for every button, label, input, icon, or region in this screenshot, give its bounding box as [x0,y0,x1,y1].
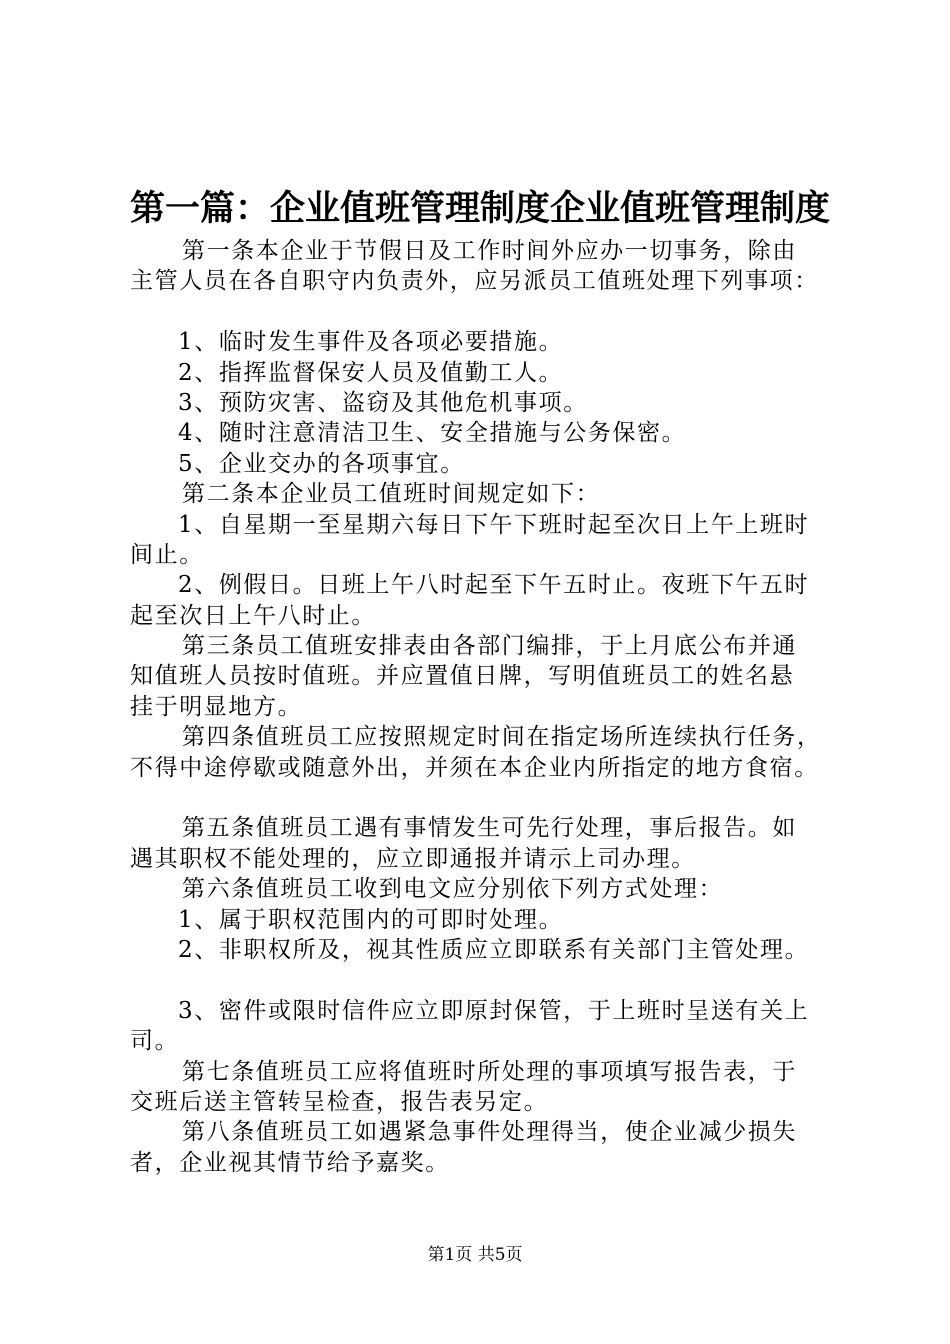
paragraph-line: 第七条值班员工应将值班时所处理的事项填写报告表，于 [182,1058,797,1085]
paragraph-line: 2、非职权所及，视其性质应立即联系有关部门主管处理。 [178,936,810,963]
paragraph-line: 挂于明显地方。 [130,693,303,720]
paragraph-line: 第一条本企业于节假日及工作时间外应办一切事务，除由 [182,238,797,264]
paragraph-line: 第四条值班员工应按照规定时间在指定场所连续执行任务， [182,724,822,751]
paragraph-line: 不得中途停歇或随意外出，并须在本企业内所指定的地方食宿。 [130,754,819,781]
page-number: 第1页 共5页 [427,1245,523,1265]
paragraph-line: 交班后送主管转呈检查，报告表另定。 [130,1088,549,1115]
paragraph-line: 第八条值班员工如遇紧急事件处理得当，使企业减少损失 [182,1119,797,1146]
paragraph-line: 第六条值班员工收到电文应分别依下列方式处理： [182,876,724,903]
paragraph-line: 第二条本企业员工值班时间规定如下： [182,481,601,508]
paragraph-line: 5、企业交办的各项事宜。 [178,450,465,477]
paragraph-line: 间止。 [130,541,204,568]
document-body [130,236,850,1178]
paragraph-line: 遇其职权不能处理的，应立即通报并请示上司办理。 [130,845,696,872]
paragraph-line: 3、密件或限时信件应立即原封保管，于上班时呈送有关上 [178,997,810,1024]
paragraph-line: 第三条员工值班安排表由各部门编排，于上月底公布并通 [182,633,797,660]
paragraph-line: 1、临时发生事件及各项必要措施。 [178,329,564,356]
paragraph-line: 4、随时注意清洁卫生、安全措施与公务保密。 [178,420,687,447]
paragraph-line: 司。 [130,1028,180,1055]
blank-line [130,783,850,813]
blank-line [130,965,850,995]
paragraph-line: 2、例假日。日班上午八时起至下午五时止。夜班下午五时 [178,572,810,599]
blank-line [130,297,850,327]
paragraph-line: 主管人员在各自职守内负责外，应另派员工值班处理下列事项： [130,268,819,295]
paragraph-line: 3、预防灾害、盗窃及其他危机事项。 [178,389,588,416]
paragraph-line: 1、自星期一至星期六每日下午下班时起至次日上午上班时 [178,511,810,538]
paragraph-line: 者，企业视其情节给予嘉奖。 [130,1149,450,1176]
document-title: 第一篇：企业值班管理制度企业值班管理制度 [130,189,831,229]
paragraph-line: 第五条值班员工遇有事情发生可先行处理，事后报告。如 [182,815,797,842]
paragraph-line: 2、指挥监督保安人员及值勤工人。 [178,359,564,386]
paragraph-line: 起至次日上午八时止。 [130,602,376,629]
paragraph-line: 知值班人员按时值班。并应置值日牌，写明值班员工的姓名悬 [130,663,795,690]
paragraph-line: 1、属于职权范围内的可即时处理。 [178,906,564,933]
